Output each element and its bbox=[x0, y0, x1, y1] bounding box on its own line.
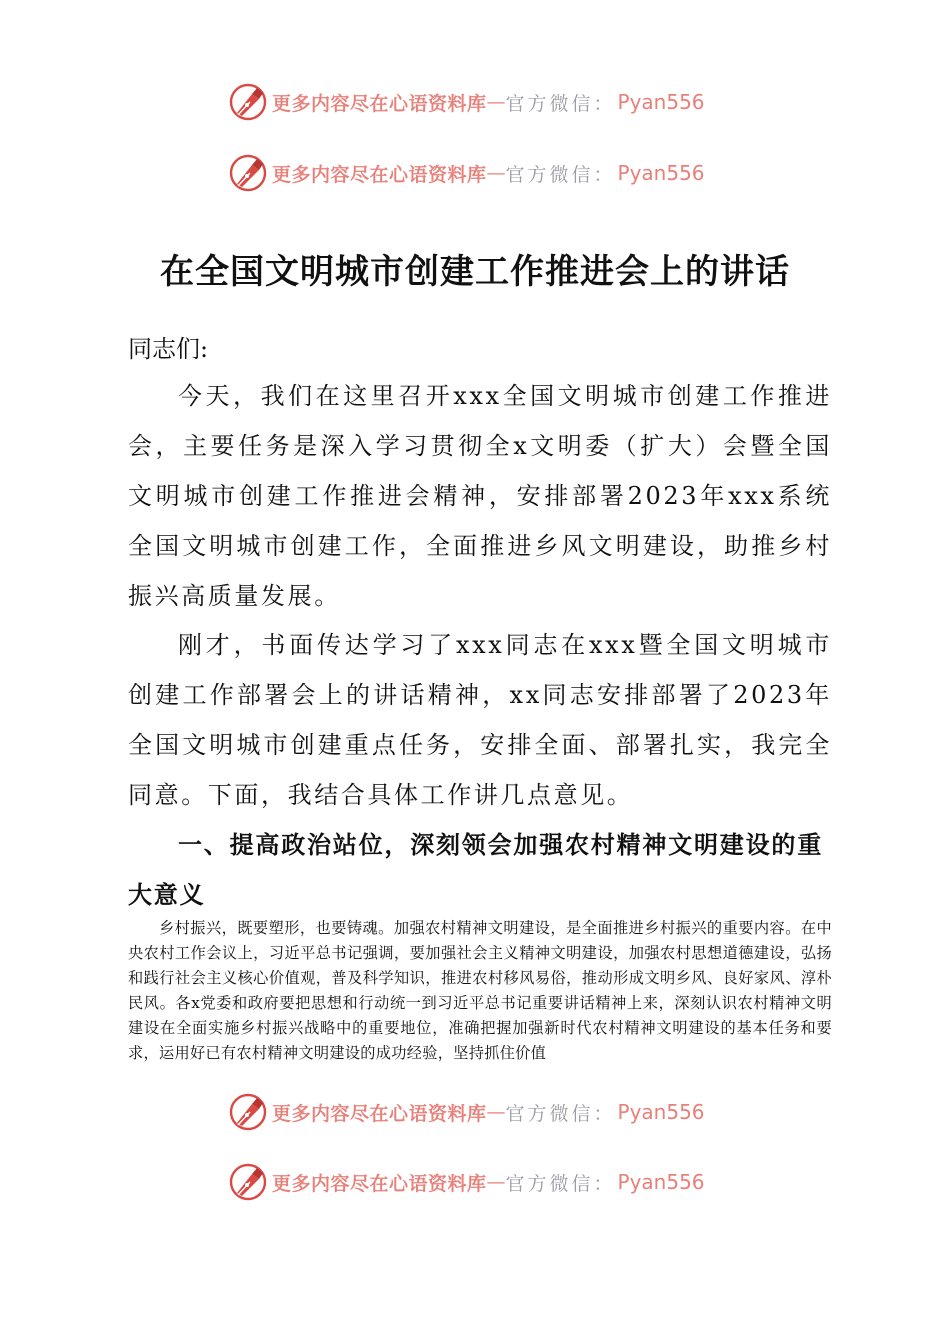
watermark-wechat-id: Pyan556 bbox=[617, 161, 705, 185]
watermark-dash: — bbox=[486, 162, 506, 184]
document-title: 在全国文明城市创建工作推进会上的讲话 bbox=[160, 252, 790, 292]
watermark-label: 官方微信： bbox=[505, 92, 616, 115]
watermark-dash: — bbox=[486, 91, 506, 113]
watermark-brand-text: 更多内容尽在心语资料库 bbox=[272, 163, 487, 186]
watermark-brand-text: 更多内容尽在心语资料库 bbox=[272, 92, 487, 115]
pen-nib-logo-icon bbox=[228, 82, 268, 122]
watermark-label: 官方微信： bbox=[505, 1172, 616, 1195]
paragraph-opening: 今天，我们在这里召开xxx全国文明城市创建工作推进会，主要任务是深入学习贯彻全x文明委（扩大）会暨全国文明城市创建工作推进会精神，安排部署2023年xxx系统全国文明城市创建工作，全面推进乡风文明建设，助推乡村振兴高质量发展。 bbox=[128, 382, 832, 610]
watermark-wechat-id: Pyan556 bbox=[617, 90, 705, 114]
watermark-banner bbox=[228, 1092, 728, 1132]
watermark-wechat-id: Pyan556 bbox=[617, 1100, 705, 1124]
watermark-label: 官方微信： bbox=[505, 163, 616, 186]
pen-nib-logo-icon bbox=[228, 1162, 268, 1202]
watermark-brand-text: 更多内容尽在心语资料库 bbox=[272, 1102, 487, 1125]
watermark-label: 官方微信： bbox=[505, 1102, 616, 1125]
pen-nib-logo-icon bbox=[228, 153, 268, 193]
watermark-banner bbox=[228, 1162, 728, 1202]
watermark-dash: — bbox=[486, 1171, 506, 1193]
pen-nib-logo-icon bbox=[228, 1092, 268, 1132]
section-heading: 一、提高政治站位，深刻领会加强农村精神文明建设的重大意义 bbox=[128, 831, 823, 909]
paragraph-second: 刚才，书面传达学习了xxx同志在xxx暨全国文明城市创建工作部署会上的讲话精神，xx同志安排部署了2023年全国文明城市创建重点任务，安排全面、部署扎实，我完全同意。下面，我结合具体工作讲几点意见。 bbox=[128, 631, 832, 809]
watermark-banner bbox=[228, 82, 728, 122]
salutation: 同志们: bbox=[128, 335, 209, 363]
watermark-dash: — bbox=[486, 1101, 506, 1123]
watermark-brand-text: 更多内容尽在心语资料库 bbox=[272, 1172, 487, 1195]
watermark-banner bbox=[228, 153, 728, 193]
watermark-wechat-id: Pyan556 bbox=[617, 1170, 705, 1194]
section-body: 乡村振兴，既要塑形，也要铸魂。加强农村精神文明建设，是全面推进乡村振兴的重要内容。在中央农村工作会议上，习近平总书记强调，要加强社会主义精神文明建设，加强农村思想道德建设，弘扬和践行社会主义核心价值观，普及科学知识，推进农村移风易俗，推动形成文明乡风、良好家风、淳朴民风。各x党委和政府要把思想和行动统一到习近平总书记重要讲话精神上来，深刻认识农村精神文明建设在全面实施乡村振兴战略中的重要地位，准确把握加强新时代农村精神文明建设的基本任务和要求，运用好已有农村精神文明建设的成功经验，坚持抓住价值 bbox=[128, 919, 832, 1062]
